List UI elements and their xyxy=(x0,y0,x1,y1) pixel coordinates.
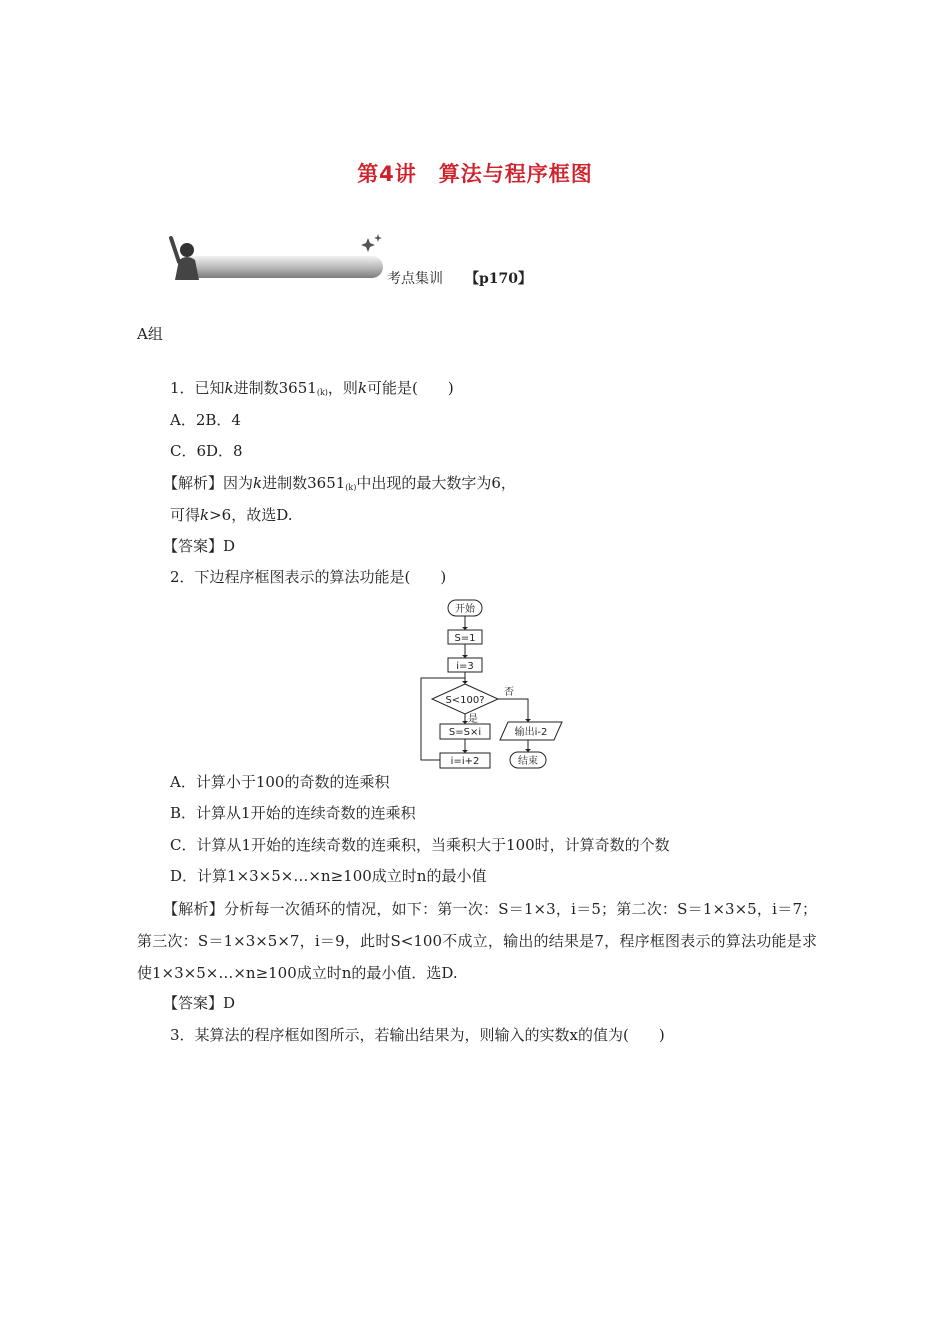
q1-analysis-cont: 可得k>6，故选D. xyxy=(170,506,293,524)
flow-end: 结束 xyxy=(518,756,538,767)
q2-analysis: 【解析】分析每一次循环的情况，如下：第一次：S＝1×3，i＝5；第二次：S＝1×3×5，i＝7；第三次：S＝1×3×5×7，i＝9，此时S<100不成立，输出的结果是7，程序框图表示的算法功能是求使1×3×5×…×n≥100成立时n的最小值．选D. xyxy=(137,900,817,982)
banner-label: 考点集训 【p170】 xyxy=(387,271,533,287)
sparkle-icon xyxy=(361,234,382,252)
section-banner xyxy=(165,232,395,284)
q1-stem: 1．已知k进制数$3651_{(k)}$，则k可能是( ) xyxy=(170,379,454,397)
q2-option-b: B．计算从1开始的连续奇数的连乘积 xyxy=(170,804,416,822)
flow-condition: S<100? xyxy=(445,695,485,706)
q2-option-c: C．计算从1开始的连续奇数的连乘积，当乘积大于100时，计算奇数的个数 xyxy=(170,836,670,854)
q1-analysis: 【解析】因为k进制数$3651_{(k)}$中出现的最大数字为6， xyxy=(163,474,516,492)
flow-no-label: 否 xyxy=(504,687,514,698)
q2-stem: 2．下边程序框图表示的算法功能是( ) xyxy=(170,568,447,586)
q1-options-ab: A．2B．4 xyxy=(170,411,241,429)
q2-option-a: A．计算小于100的奇数的连乘积 xyxy=(170,773,390,791)
page-title: 第4讲 算法与程序框图 xyxy=(357,162,593,186)
flow-update-i: i=i+2 xyxy=(450,756,480,767)
q1-answer: 【答案】D xyxy=(163,537,236,555)
flow-init-i: i=3 xyxy=(456,661,474,672)
flow-update-s: S=S×i xyxy=(448,727,482,738)
flowchart xyxy=(418,598,568,773)
q3-stem: 3．某算法的程序框如图所示，若输出结果为，则输入的实数x的值为( ) xyxy=(170,1026,665,1044)
flow-yes-label: 是 xyxy=(468,714,478,725)
flow-init-s: S=1 xyxy=(454,633,476,644)
group-label: A组 xyxy=(137,325,163,343)
q2-option-d: D．计算1×3×5×…×n≥100成立时n的最小值 xyxy=(170,867,487,885)
flow-start: 开始 xyxy=(455,604,475,615)
q1-options-cd: C．6D．8 xyxy=(170,442,243,460)
flow-output: 输出i-2 xyxy=(514,727,548,738)
q2-answer: 【答案】D xyxy=(163,994,236,1012)
